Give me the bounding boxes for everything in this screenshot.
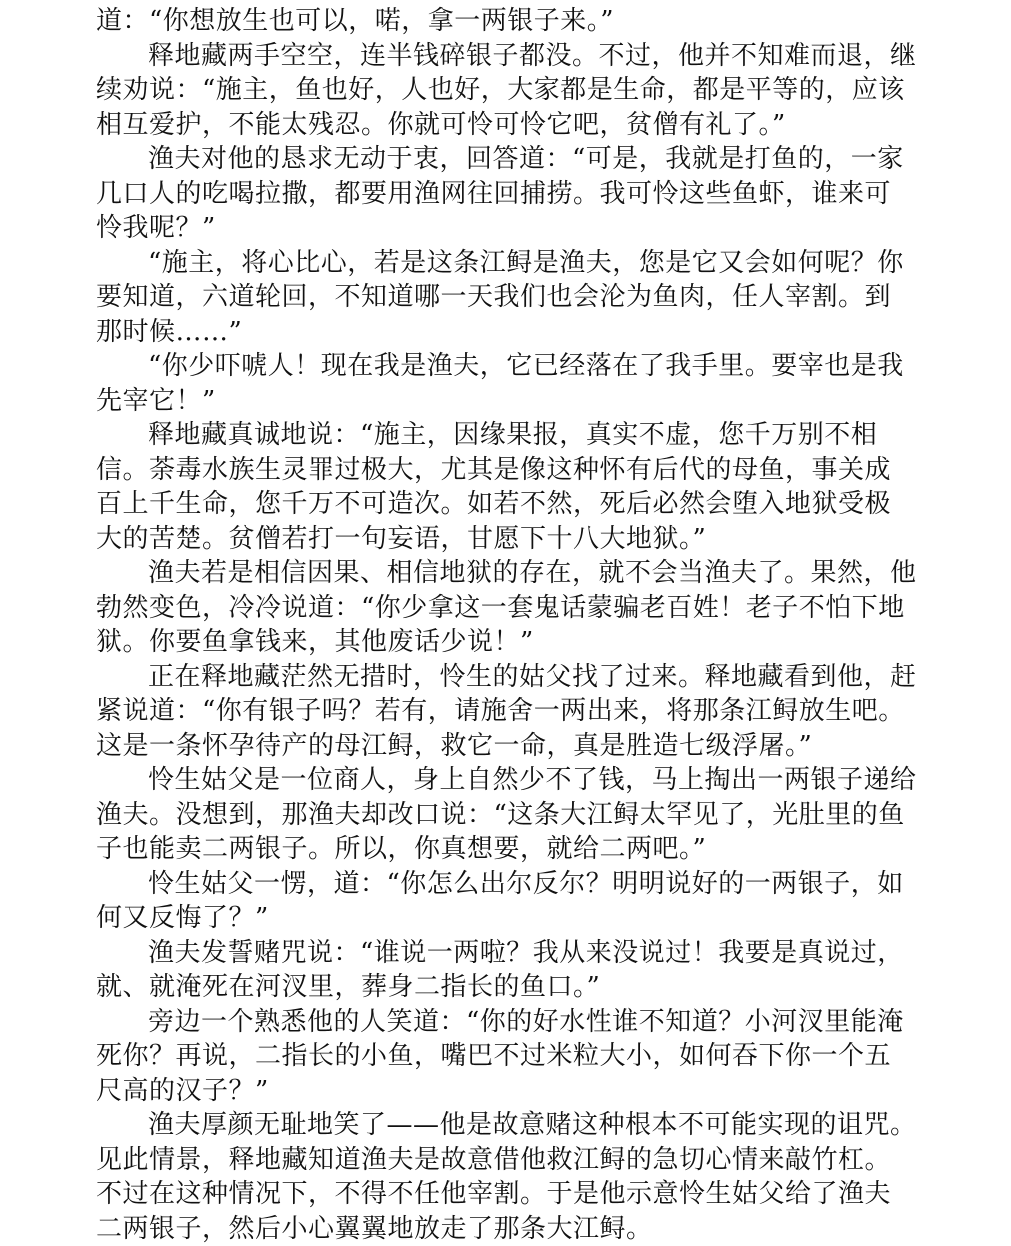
text-line: 续劝说：“施主，鱼也好，人也好，大家都是生命，都是平等的，应该: [96, 73, 911, 108]
text-line: 释地藏两手空空，连半钱碎银子都没。不过，他并不知难而退，继: [96, 39, 911, 74]
text-line: 相互爱护，不能太残忍。你就可怜可怜它吧，贫僧有礼了。”: [96, 108, 911, 143]
text-line: 二两银子，然后小心翼翼地放走了那条大江鲟。: [96, 1212, 911, 1246]
text-line: 见此情景，释地藏知道渔夫是故意借他救江鲟的急切心情来敲竹杠。: [96, 1143, 911, 1178]
text-line: 大的苦楚。贫僧若打一句妄语，甘愿下十八大地狱。”: [96, 522, 911, 557]
text-line: 就、就淹死在河汊里，葬身二指长的鱼口。”: [96, 970, 911, 1005]
text-line: 狱。你要鱼拿钱来，其他废话少说！”: [96, 625, 911, 660]
text-line: 旁边一个熟悉他的人笑道：“你的好水性谁不知道？小河汊里能淹: [96, 1005, 911, 1040]
text-line: 勃然变色，冷冷说道：“你少拿这一套鬼话蒙骗老百姓！老子不怕下地: [96, 591, 911, 626]
text-line: 渔夫若是相信因果、相信地狱的存在，就不会当渔夫了。果然，他: [96, 556, 911, 591]
text-line: 渔夫厚颜无耻地笑了——他是故意赌这种根本不可能实现的诅咒。: [96, 1108, 911, 1143]
text-line: 紧说道：“你有银子吗？若有，请施舍一两出来，将那条江鲟放生吧。: [96, 694, 911, 729]
text-line: 怜我呢？”: [96, 211, 911, 246]
text-line: 何又反悔了？”: [96, 901, 911, 936]
text-line: 渔夫发誓赌咒说：“谁说一两啦？我从来没说过！我要是真说过，: [96, 936, 911, 971]
text-line: 释地藏真诚地说：“施主，因缘果报，真实不虚，您千万别不相: [96, 418, 911, 453]
text-line: 正在释地藏茫然无措时，怜生的姑父找了过来。释地藏看到他，赶: [96, 660, 911, 695]
text-line: 几口人的吃喝拉撒，都要用渔网往回捕捞。我可怜这些鱼虾，谁来可: [96, 177, 911, 212]
text-line: 死你？再说，二指长的小鱼，嘴巴不过米粒大小，如何吞下你一个五: [96, 1039, 911, 1074]
text-line: 要知道，六道轮回，不知道哪一天我们也会沦为鱼肉，任人宰割。到: [96, 280, 911, 315]
text-line: 先宰它！”: [96, 384, 911, 419]
text-line: 渔夫。没想到，那渔夫却改口说：“这条大江鲟太罕见了，光肚里的鱼: [96, 798, 911, 833]
text-line: 子也能卖二两银子。所以，你真想要，就给二两吧。”: [96, 832, 911, 867]
text-line: 怜生姑父一愣，道：“你怎么出尔反尔？明明说好的一两银子，如: [96, 867, 911, 902]
text-line: 道：“你想放生也可以，喏，拿一两银子来。”: [96, 4, 911, 39]
text-line: 尺高的汉子？”: [96, 1074, 911, 1109]
text-line: 渔夫对他的恳求无动于衷，回答道：“可是，我就是打鱼的，一家: [96, 142, 911, 177]
text-line: 怜生姑父是一位商人，身上自然少不了钱，马上掏出一两银子递给: [96, 763, 911, 798]
text-line: 百上千生命，您千万不可造次。如若不然，死后必然会堕入地狱受极: [96, 487, 911, 522]
text-line: 这是一条怀孕待产的母江鲟，救它一命，真是胜造七级浮屠。”: [96, 729, 911, 764]
text-line: “施主，将心比心，若是这条江鲟是渔夫，您是它又会如何呢？你: [96, 246, 911, 281]
text-line: 不过在这种情况下，不得不任他宰割。于是他示意怜生姑父给了渔夫: [96, 1177, 911, 1212]
text-line: 那时候……”: [96, 315, 911, 350]
text-line: 信。荼毒水族生灵罪过极大，尤其是像这种怀有后代的母鱼，事关成: [96, 453, 911, 488]
text-line: “你少吓唬人！现在我是渔夫，它已经落在了我手里。要宰也是我: [96, 349, 911, 384]
